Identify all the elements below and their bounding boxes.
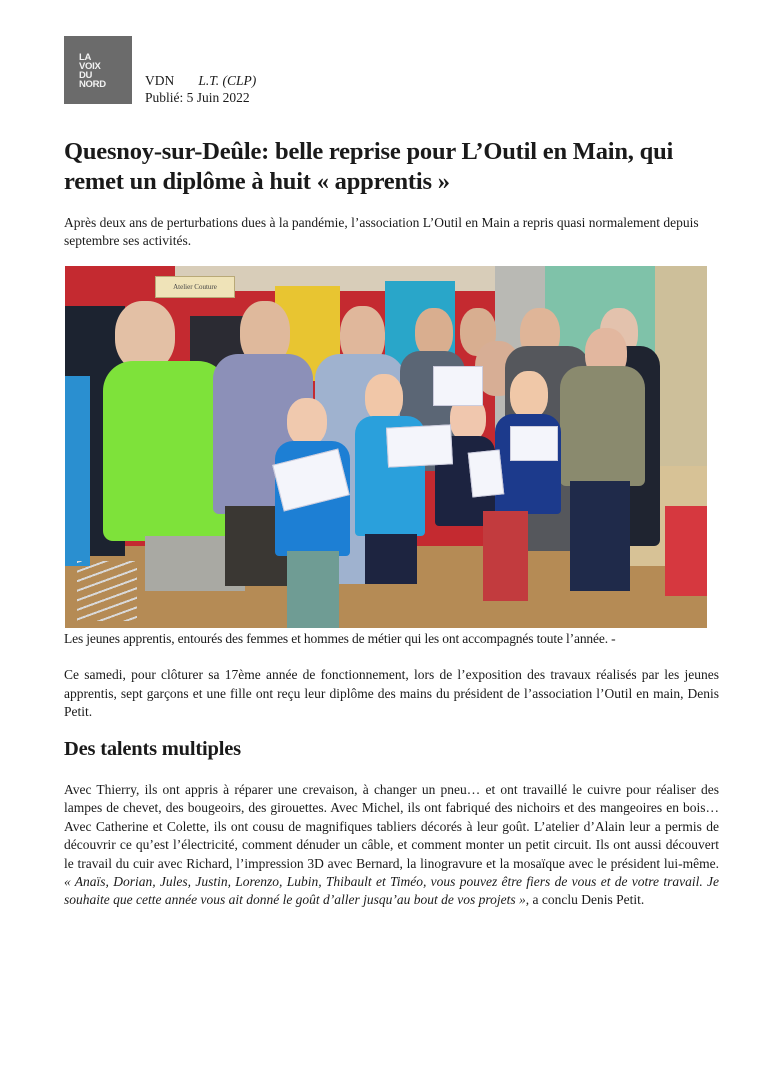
atelier-sign: Atelier Couture bbox=[155, 276, 235, 298]
section-heading: Des talents multiples bbox=[64, 738, 241, 760]
byline bbox=[145, 72, 256, 106]
president-quote: « Anaïs, Dorian, Jules, Justin, Lorenzo, Lubin, Thibault et Timéo, vous pouvez être fiers de vous et de votre travail. Je souhaite que cette année vous ait donné le goût d’aller jusqu’au bout de vos projets » bbox=[64, 874, 719, 908]
article-title: Quesnoy-sur-Deûle: belle reprise pour L’Outil en Main, qui remet un diplôme à huit « apprentis » bbox=[64, 138, 674, 195]
article-paragraph-1: Ce samedi, pour clôturer sa 17ème année de fonctionnement, lors de l’exposition des travaux réalisés par les jeunes apprentis, sept garçons et une fille ont reçu leur diplôme des mains du président de l’association l’Outil en main, Denis Petit. bbox=[64, 667, 719, 719]
photo-caption: Les jeunes apprentis, entourés des femmes et hommes de métier qui les ont accompagnés toute l’année. - bbox=[64, 631, 616, 646]
author-label: L.T. (CLP) bbox=[198, 73, 257, 88]
la-voix-du-nord-logo bbox=[64, 36, 132, 104]
article-photo bbox=[65, 266, 707, 628]
article-lead: Après deux ans de perturbations dues à la pandémie, l’association L’Outil en Main a repris quasi normalement depuis septembre ses activités. bbox=[64, 215, 699, 248]
logo-text: LA VOIX DU NORD bbox=[79, 52, 106, 90]
article-paragraph-2: Avec Thierry, ils ont appris à réparer une crevaison, à changer un pneu… et ont travaillé le cuivre pour réaliser des lampes de chevet, des bougeoirs, des girouettes. Avec Michel, ils ont fabriqué des nichoirs et des mangeoires en bois… Avec Catherine et Colette, ils ont cousu de magnifiques tabliers décorés à leur goût. L’atelier d’Alain leur a permis de découvrir ce qu’est l’électricité, comment dénuder un câble, et comment monter un petit circuit. Ils ont aussi découvert le travail du cuir avec Richard, l’impression 3D avec Bernard, la linogravure et la mosaïque avec le président lui-même. « Anaïs, Dorian, Jules, Justin, Lorenzo, Lubin, Thibault et Timéo, vous pouvez être fiers de vous et de votre travail. Je souhaite que cette année vous ait donné le goût d’aller jusqu’au bout de vos projets », a conclu Denis Petit. bbox=[64, 782, 719, 908]
person-floral-blouse bbox=[560, 366, 645, 486]
diploma bbox=[510, 426, 558, 461]
source-label: VDN bbox=[145, 73, 175, 88]
publish-date: Publié: 5 Juin 2022 bbox=[145, 90, 250, 105]
diploma bbox=[386, 424, 453, 467]
diploma bbox=[433, 366, 483, 406]
person-green-shirt bbox=[103, 361, 228, 541]
diploma bbox=[468, 449, 505, 497]
